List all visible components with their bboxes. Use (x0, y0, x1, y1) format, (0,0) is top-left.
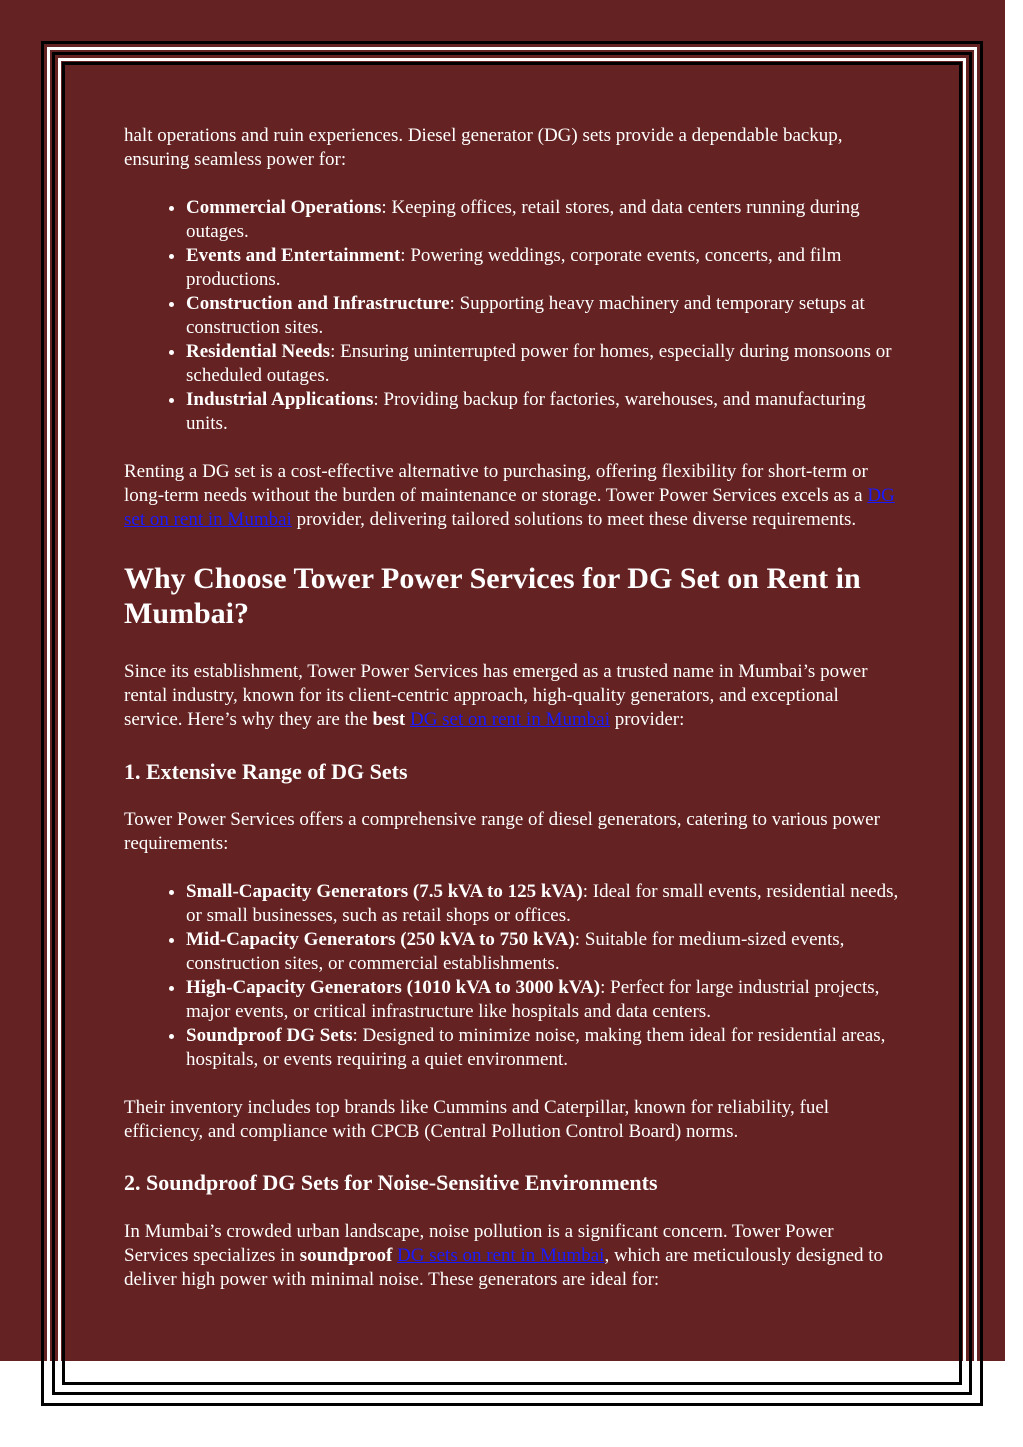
list-item: • Commercial Operations: Keeping offices, retail stores, and data centers running during outages. (186, 196, 902, 244)
list-item: • Events and Entertainment: Powering weddings, corporate events, concerts, and film productions. (186, 244, 902, 292)
list-item: • Industrial Applications: Providing backup for factories, warehouses, and manufacturing units. (186, 388, 902, 436)
soundproof-paragraph: In Mumbai’s crowded urban landscape, noise pollution is a significant concern. Tower Power Services specializes in soundproof DG sets on rent in Mumbai, which are meticulously designed to deliver high power with minimal noise. These generators are ideal for: (124, 1221, 884, 1290)
dg-set-link[interactable]: DG set on rent in Mumbai (124, 485, 895, 530)
list-item: • Mid-Capacity Generators (250 kVA to 750 kVA): Suitable for medium-sized events, construction sites, or commercial establishments. (186, 928, 902, 976)
document-body (124, 124, 902, 1292)
range-heading: 1. Extensive Range of DG Sets (124, 759, 408, 784)
list-item: • Small-Capacity Generators (7.5 kVA to 125 kVA): Ideal for small events, residential needs, or small businesses, such as retail shops or offices. (186, 880, 902, 928)
soundproof-heading: 2. Soundproof DG Sets for Noise-Sensitive Environments (124, 1170, 658, 1195)
list-item: • Residential Needs: Ensuring uninterrupted power for homes, especially during monsoons or scheduled outages. (186, 340, 902, 388)
range-list (124, 880, 902, 1072)
list-item: • High-Capacity Generators (1010 kVA to 3000 kVA): Perfect for large industrial projects, major events, or critical infrastructure like hospitals and data centers. (186, 976, 902, 1024)
list-item: • Soundproof DG Sets: Designed to minimize noise, making them ideal for residential areas, hospitals, or events requiring a quiet environment. (186, 1024, 902, 1072)
uses-list (124, 196, 902, 436)
renting-paragraph: Renting a DG set is a cost-effective alternative to purchasing, offering flexibility for short-term or long-term needs without the burden of maintenance or storage. Tower Power Services excels as a DG set on rent in Mumbai provider, delivering tailored solutions to meet these diverse requirements. (124, 461, 895, 530)
list-item: • Construction and Infrastructure: Supporting heavy machinery and temporary setups at construction sites. (186, 292, 902, 340)
intro-paragraph: halt operations and ruin experiences. Diesel generator (DG) sets provide a dependable backup, ensuring seamless power for: (124, 125, 843, 170)
why-paragraph: Since its establishment, Tower Power Services has emerged as a trusted name in Mumbai’s power rental industry, known for its client-centric approach, high-quality generators, and exceptional service. Here’s why they are the best DG set on rent in Mumbai provider: (124, 661, 868, 730)
inventory-paragraph: Their inventory includes top brands like Cummins and Caterpillar, known for reliability, fuel efficiency, and compliance with CPCB (Central Pollution Control Board) norms. (124, 1097, 830, 1142)
why-choose-heading: Why Choose Tower Power Services for DG Set on Rent in Mumbai? (124, 562, 861, 630)
range-intro: Tower Power Services offers a comprehensive range of diesel generators, catering to various power requirements: (124, 809, 880, 854)
dg-set-link[interactable]: DG set on rent in Mumbai (409, 709, 610, 730)
dg-sets-link[interactable]: DG sets on rent in Mumbai (397, 1245, 605, 1266)
